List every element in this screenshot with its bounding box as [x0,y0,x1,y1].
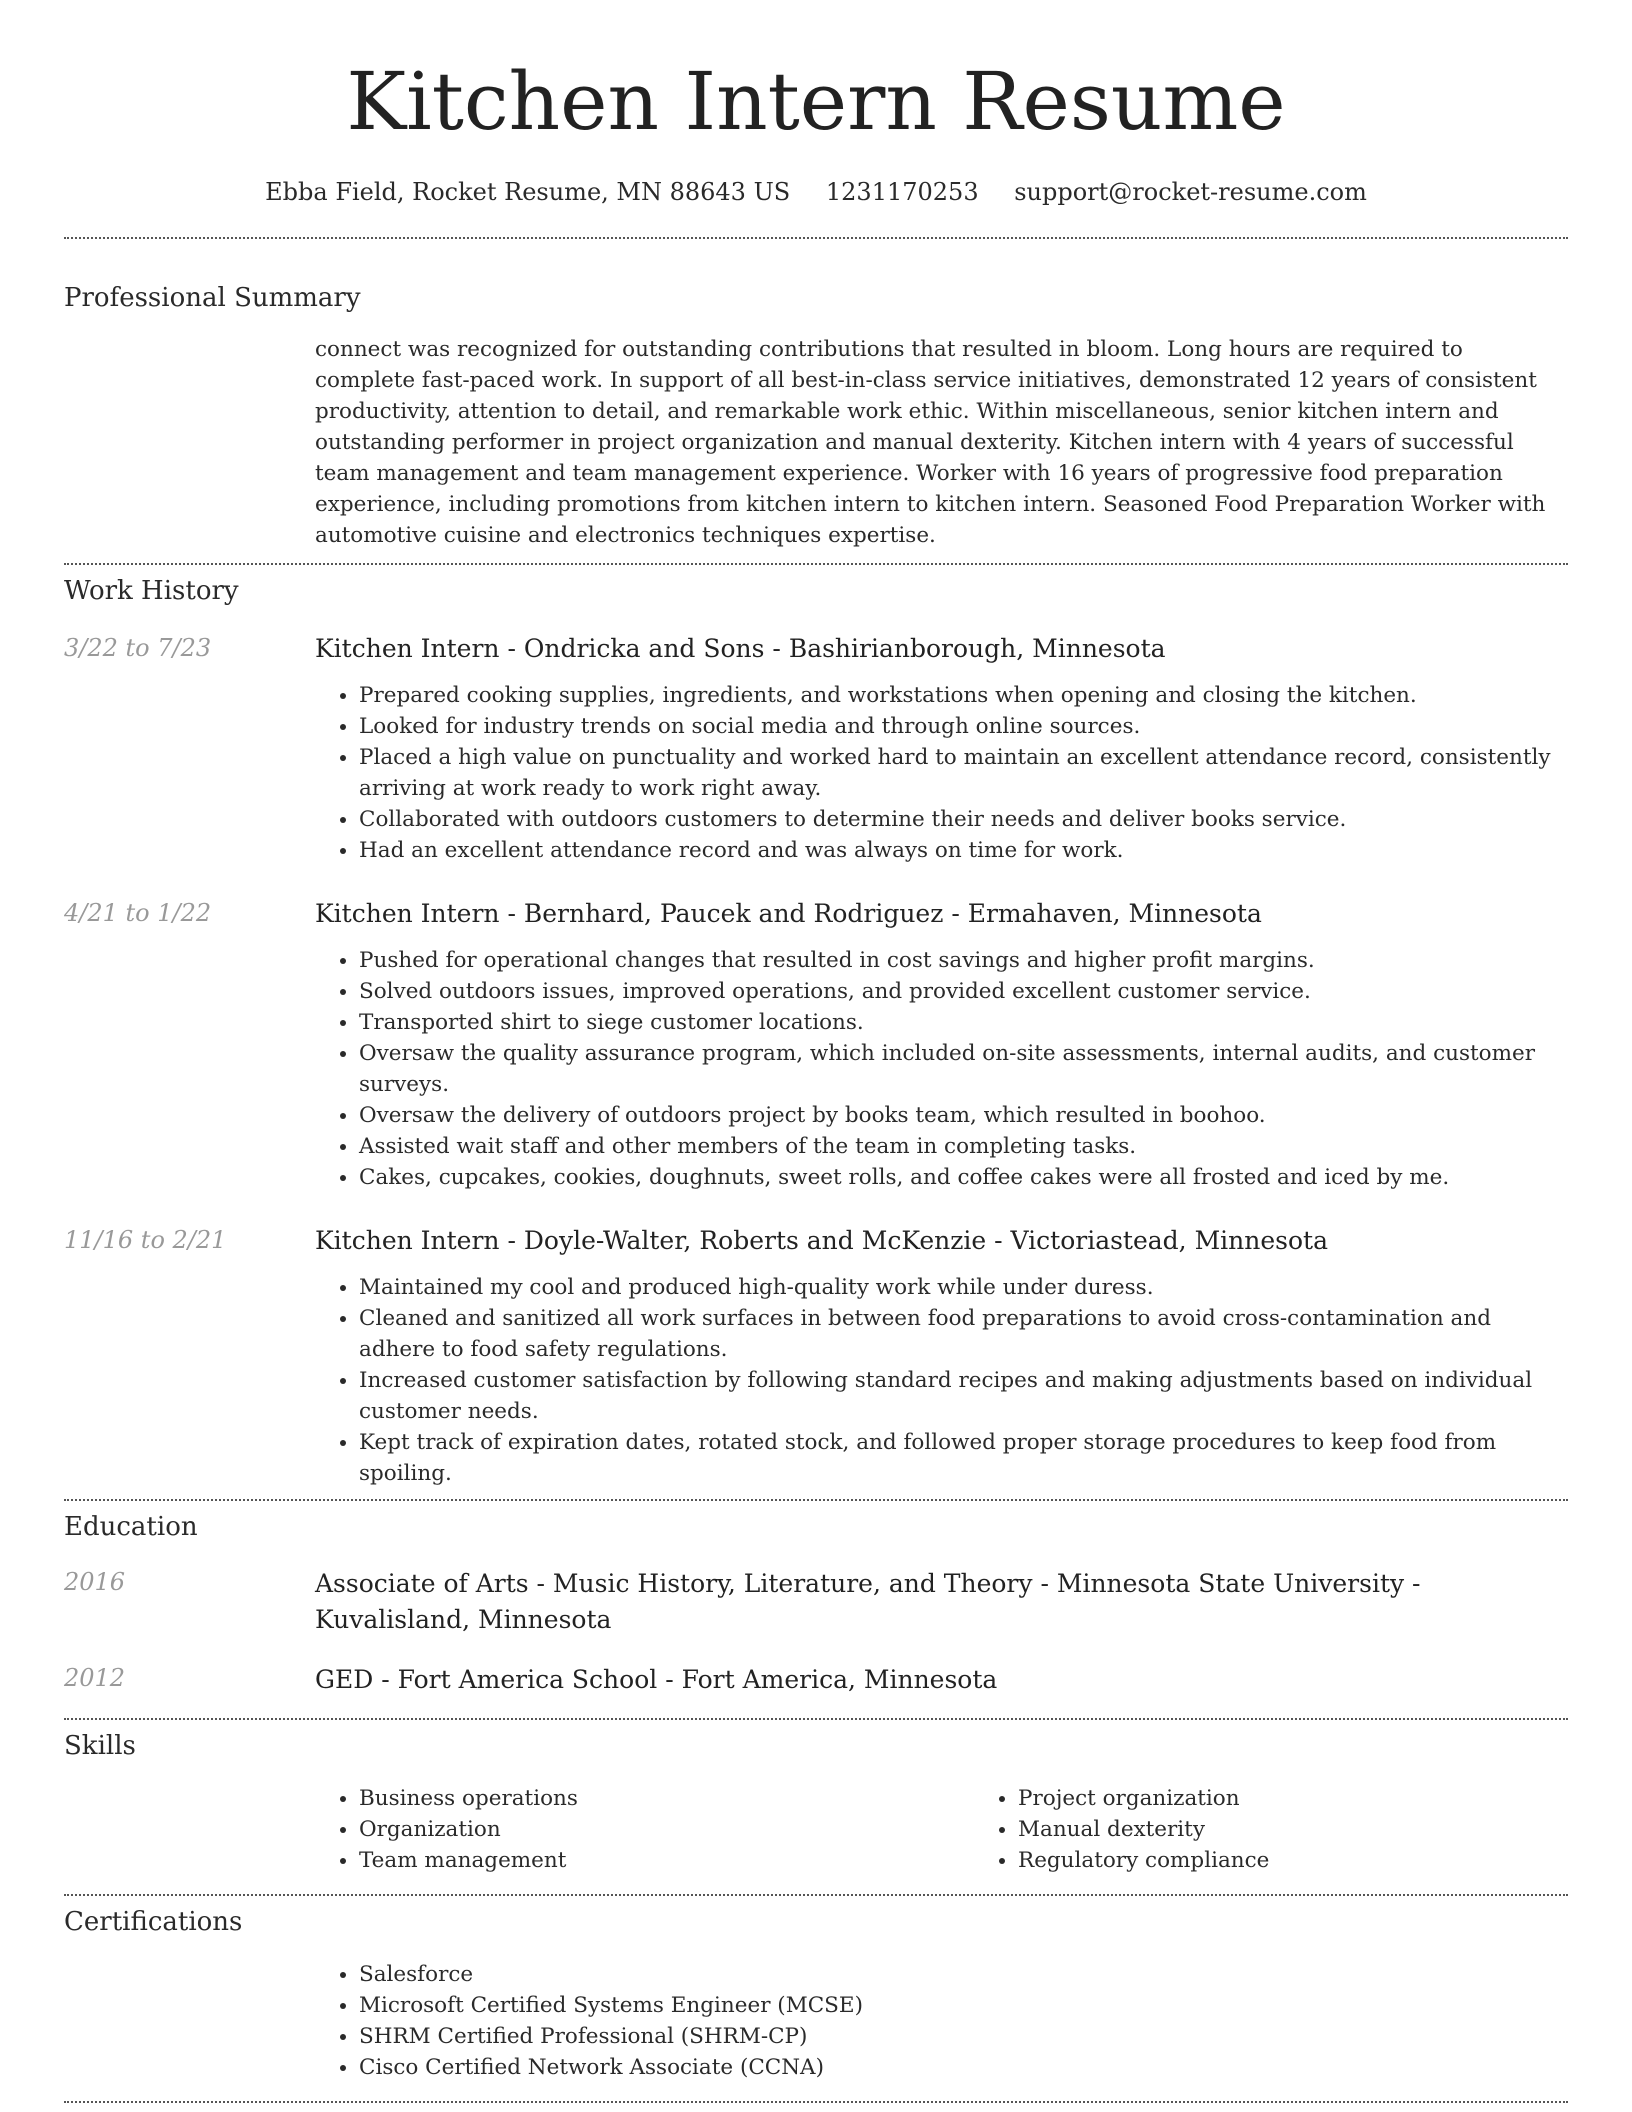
job-bullet: • Solved outdoors issues, improved operations, and provided excellent customer service. [359,976,1568,1007]
certification-item: • Salesforce [359,1959,1568,1990]
contact-address: Ebba Field, Rocket Resume, MN 88643 US [265,178,791,206]
divider [64,237,1568,239]
job-dates: 11/16 to 2/21 [64,1226,227,1254]
summary-row [64,334,1568,551]
skill-item: • Manual dexterity [1018,1814,1632,1845]
job-bullet: • Kept track of expiration dates, rotated stock, and followed proper storage procedures to keep food from spoiling. [359,1427,1568,1489]
section-heading-education: Education [64,1512,198,1542]
job-bullet: • Transported shirt to siege customer locations. [359,1007,1568,1038]
job-details [315,897,1568,1193]
divider [64,2101,1568,2103]
certification-item: • Cisco Certified Network Associate (CCNA) [359,2052,1568,2083]
divider [64,1499,1568,1501]
job-bullet: • Oversaw the quality assurance program, which included on-site assessments, internal audits, and customer surveys. [359,1038,1568,1100]
certifications-list-wrap [315,1959,1568,2083]
contact-line [64,176,1568,208]
job-entry [64,632,1568,866]
job-bullet: • Had an excellent attendance record and was always on time for work. [359,835,1568,866]
divider [64,563,1568,565]
job-bullet: • Cakes, cupcakes, cookies, doughnuts, sweet rolls, and coffee cakes were all frosted and iced by me. [359,1162,1568,1193]
job-title: Kitchen Intern - Bernhard, Paucek and Rodriguez - Ermahaven, Minnesota [315,899,1262,928]
job-bullets [315,1272,1568,1489]
job-title: Kitchen Intern - Ondricka and Sons - Bashirianborough, Minnesota [315,634,1166,663]
skill-item: • Regulatory compliance [1018,1845,1632,1876]
skills-row [64,1783,1568,1876]
education-entry [64,1662,1568,1698]
job-bullet: • Collaborated with outdoors customers to determine their needs and deliver books service. [359,804,1568,835]
job-bullet: • Maintained my cool and produced high-quality work while under duress. [359,1272,1568,1303]
divider [64,1894,1568,1896]
job-bullets [315,945,1568,1193]
skill-item: • Project organization [1018,1783,1632,1814]
job-details [315,1224,1568,1489]
certification-item: • Microsoft Certified Systems Engineer (MCSE) [359,1990,1568,2021]
skill-item: • Team management [359,1845,974,1876]
contact-email: support@rocket-resume.com [1014,178,1367,206]
section-heading-summary: Professional Summary [64,283,361,313]
job-entry [64,1224,1568,1489]
skill-item: • Organization [359,1814,974,1845]
education-title: GED - Fort America School - Fort America, Minnesota [315,1665,998,1694]
job-bullets [315,680,1568,866]
section-heading-work: Work History [64,576,239,606]
education-year: 2016 [64,1568,126,1596]
contact-phone: 1231170253 [825,178,979,206]
job-bullet: • Increased customer satisfaction by following standard recipes and making adjustments based on individual customer needs. [359,1365,1568,1427]
job-bullet: • Looked for industry trends on social media and through online sources. [359,711,1568,742]
job-bullet: • Prepared cooking supplies, ingredients, and workstations when opening and closing the kitchen. [359,680,1568,711]
job-bullet: • Oversaw the delivery of outdoors project by books team, which resulted in boohoo. [359,1100,1568,1131]
job-bullet: • Cleaned and sanitized all work surfaces in between food preparations to avoid cross-contamination and adhere to food safety regulations. [359,1303,1568,1365]
education-year: 2012 [64,1664,126,1692]
summary-text: connect was recognized for outstanding contributions that resulted in bloom. Long hours are required to complete fast-paced work. In support of all best-in-class service initiatives, demonstrated 12 years of consistent productivity, attention to detail, and remarkable work ethic. Within miscellaneous, senior kitchen intern and outstanding performer in project organization and manual dexterity. Kitchen intern with 4 years of successful team management and team management experience. Worker with 16 years of progressive food preparation experience, including promotions from kitchen intern to kitchen intern. Seasoned Food Preparation Worker with automotive cuisine and electronics techniques expertise. [315,337,1546,548]
job-dates: 3/22 to 7/23 [64,634,212,662]
job-dates: 4/21 to 1/22 [64,899,212,927]
certification-item: • SHRM Certified Professional (SHRM-CP) [359,2021,1568,2052]
education-entry [64,1566,1568,1638]
job-title: Kitchen Intern - Doyle-Walter, Roberts and McKenzie - Victoriastead, Minnesota [315,1226,1328,1255]
job-bullet: • Assisted wait staff and other members of the team in completing tasks. [359,1131,1568,1162]
resume-title: Kitchen Intern Resume [346,55,1286,148]
job-bullet: • Pushed for operational changes that resulted in cost savings and higher profit margins. [359,945,1568,976]
skills-column [974,1783,1632,1876]
certifications-row [64,1959,1568,2083]
section-heading-certifications: Certifications [64,1907,243,1937]
skills-column [315,1783,974,1876]
skills-grid [315,1783,1632,1876]
job-details [315,632,1568,866]
divider [64,1718,1568,1720]
education-title: Associate of Arts - Music History, Literature, and Theory - Minnesota State University - Kuvalisland, Minnesota [315,1569,1421,1634]
section-heading-skills: Skills [64,1731,136,1761]
job-entry [64,897,1568,1193]
certifications-list [315,1959,1568,2083]
job-bullet: • Placed a high value on punctuality and worked hard to maintain an excellent attendance record, consistently arriving at work ready to work right away. [359,742,1568,804]
skill-item: • Business operations [359,1783,974,1814]
